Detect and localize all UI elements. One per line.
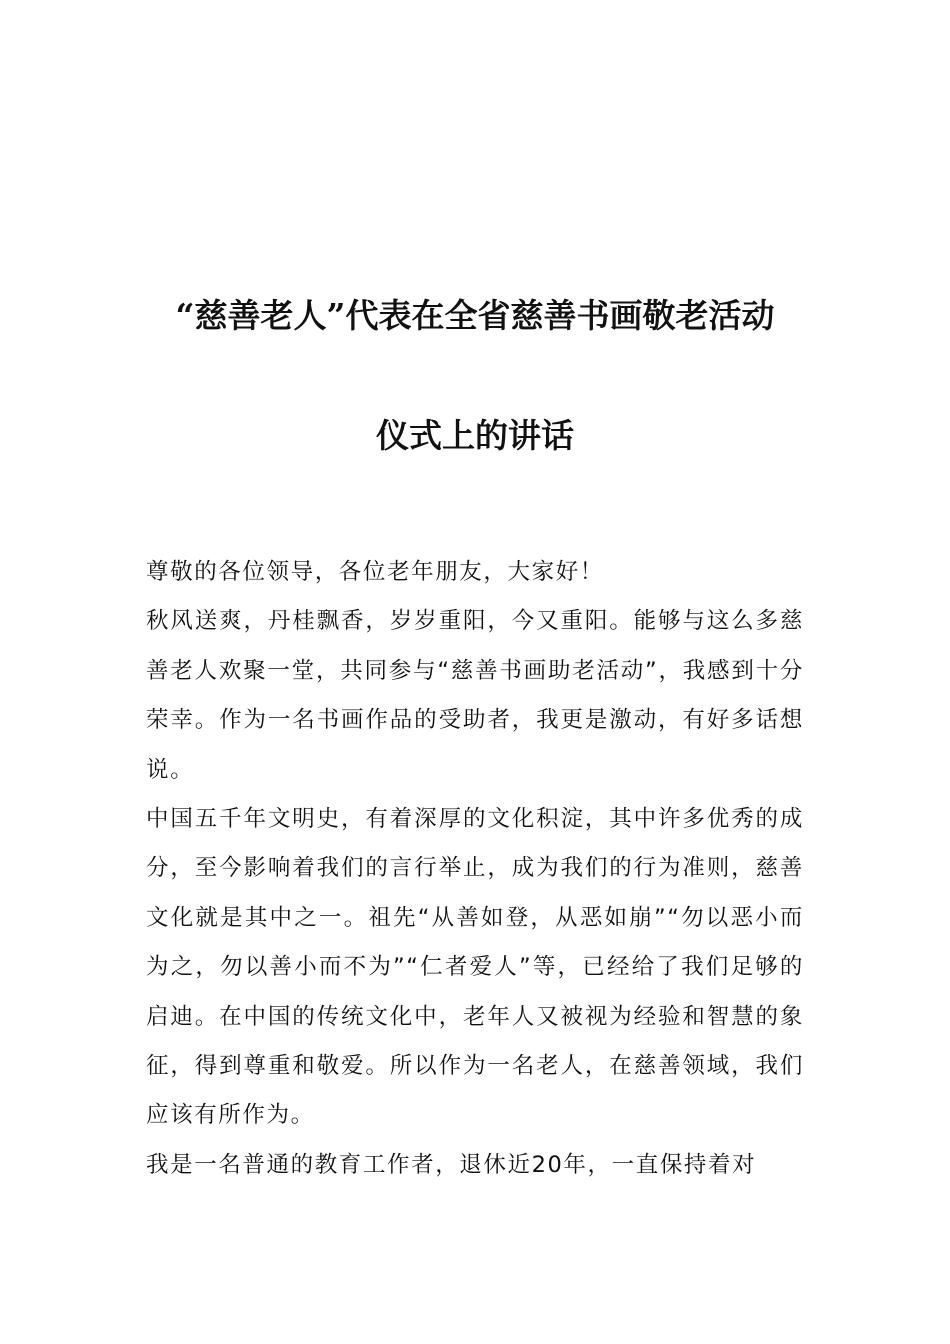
document-title-line-2: 仪式上的讲话 bbox=[376, 416, 574, 455]
greeting-paragraph: 尊敬的各位领导，各位老年朋友，大家好！ bbox=[146, 559, 604, 585]
document-body bbox=[146, 548, 804, 1190]
body-paragraph: 中国五千年文明史，有着深厚的文化积淀，其中许多优秀的成分，至今影响着我们的言行举止，成为我们的行为准则，慈善文化就是其中之一。祖先“从善如登，从恶如崩”“勿以恶小而为之，勿以善小而不为”“仁者爱人”等，已经给了我们足够的启迪。在中国的传统文化中，老年人又被视为经验和智慧的象征，得到尊重和敬爱。所以作为一名老人，在慈善领域，我们应该有所作为。 bbox=[146, 806, 804, 1129]
body-paragraph: 秋风送爽，丹桂飘香，岁岁重阳，今又重阳。能够与这么多慈善老人欢聚一堂，共同参与“慈善书画助老活动”，我感到十分荣幸。作为一名书画作品的受助者，我更是激动，有好多话想说。 bbox=[146, 608, 804, 783]
document-title-line-1: “慈善老人”代表在全省慈善书画敬老活动 bbox=[175, 296, 775, 335]
body-paragraph: 我是一名普通的教育工作者，退休近20年，一直保持着对 bbox=[146, 1151, 757, 1178]
